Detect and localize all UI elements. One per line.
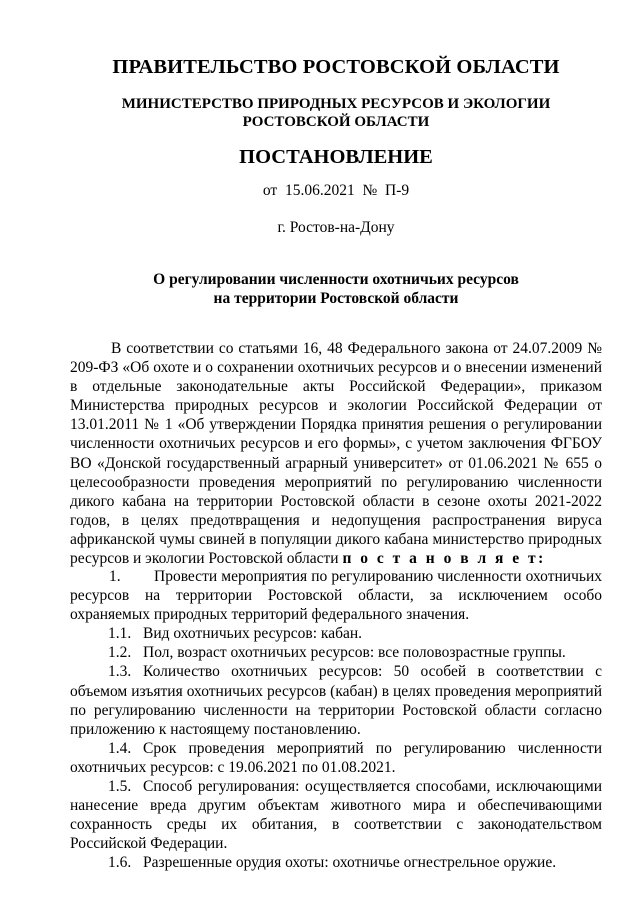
item-number: 1. <box>109 568 121 585</box>
item-number: 1.1. <box>108 625 132 643</box>
resolution-items <box>70 567 602 873</box>
date-number-line: от 15.06.2021 № П-9 <box>262 182 410 199</box>
item-number: 1.6. <box>108 854 132 872</box>
subject-line-1: О регулировании численности охотничьих ресурсов <box>153 271 519 288</box>
preamble-paragraph <box>70 339 602 568</box>
list-item <box>70 739 602 777</box>
list-item <box>70 777 602 853</box>
list-item <box>70 567 602 624</box>
item-text: Провести мероприятия по регулированию численности охотничьих ресурсов на территории Ростовской области, за исключением особо охраняемых природных территорий федерального значения. <box>70 568 602 624</box>
item-text: Срок проведения мероприятий по регулированию численности охотничьих ресурсов: с 19.06.2021 по 01.08.2021. <box>70 739 602 776</box>
list-item <box>70 624 602 643</box>
list-item <box>70 853 602 872</box>
list-item <box>70 662 602 738</box>
item-text: Вид охотничьих ресурсов: кабан. <box>143 625 363 643</box>
item-number: 1.5. <box>108 778 132 796</box>
item-text: Количество охотничьих ресурсов: 50 особей в соответствии с объемом изъятия охотничьих ресурсов (кабан) в целях проведения мероприятий по регулированию численности на территории Ростовской области согласно приложению к настоящему постановлению. <box>70 663 602 738</box>
list-item <box>70 643 602 662</box>
item-text: Разрешенные орудия охоты: охотничье огнестрельное оружие. <box>143 854 557 872</box>
item-text: Способ регулирования: осуществляется способами, исключающими нанесение вреда другим объектам животного мира и обеспечивающими сохранность среды их обитания, в соответствии с законодательством Российской Федерации. <box>70 778 602 853</box>
city-line: г. Ростов-на-Дону <box>277 219 395 236</box>
item-number: 1.2. <box>108 644 132 662</box>
item-text: Пол, возраст охотничьих ресурсов: все половозрастные группы. <box>143 644 566 662</box>
preamble-text: В соответствии со статьями 16, 48 Федерального закона от 24.07.2009 № 209-ФЗ «Об охоте и о сохранении охотничьих ресурсов и о внесении изменений в отдельные законодательные акты Российской Федерации», приказом Министерства природных ресурсов и экологии Российской Федерации от 13.01.2011 № 1 «Об утверждении Порядка принятия решения о регулировании численности охотничьих ресурсов и его формы», с учетом заключения ФГБОУ ВО «Донской государственный аграрный университет» от 01.06.2021 № 655 о целесообразности проведения мероприятий по регулированию численности дикого кабана на территории Ростовской области в сезоне охоты 2021-2022 годов, в целях предотвращения и недопущения распространения вируса африканской чумы свиней в популяции дикого кабана министерство природных ресурсов и экологии Ростовской области <box>70 340 602 568</box>
ministry-line-2: РОСТОВСКОЙ ОБЛАСТИ <box>242 114 430 130</box>
ministry-line-1: МИНИСТЕРСТВО ПРИРОДНЫХ РЕСУРСОВ И ЭКОЛОГИИ <box>121 96 551 112</box>
resolves-word: п о с т а н о в л я е т: <box>342 550 546 568</box>
government-heading: ПРАВИТЕЛЬСТВО РОСТОВСКОЙ ОБЛАСТИ <box>112 56 560 78</box>
document-subject <box>0 270 640 308</box>
subject-line-2: на территории Ростовской области <box>213 290 459 307</box>
document-type-title: ПОСТАНОВЛЕНИЕ <box>239 146 433 168</box>
ministry-heading <box>0 95 640 131</box>
item-number: 1.3. <box>108 663 132 681</box>
item-number: 1.4. <box>108 739 132 757</box>
